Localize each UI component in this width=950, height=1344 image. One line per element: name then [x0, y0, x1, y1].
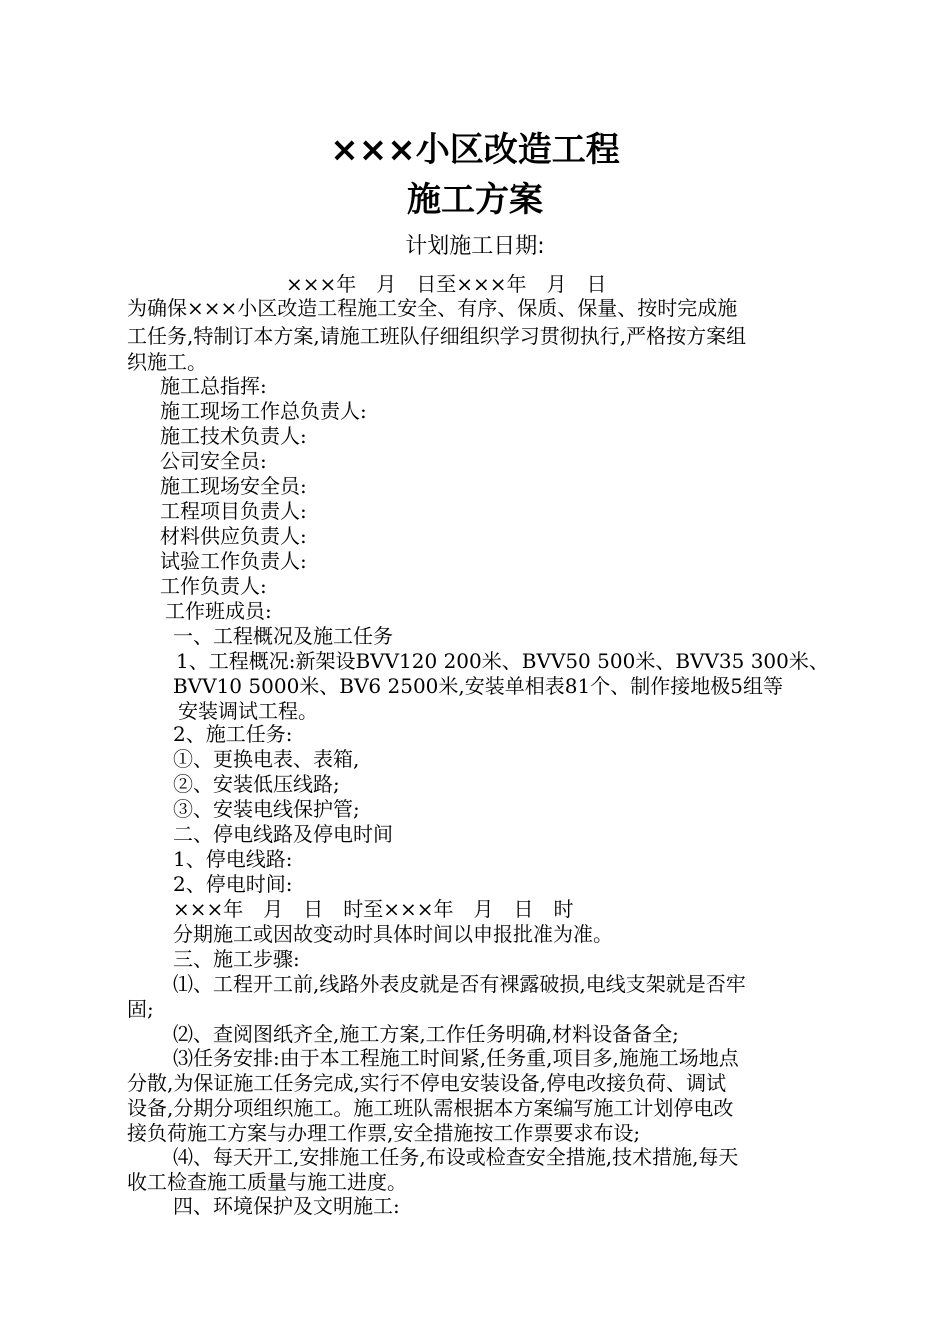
overview-line: 安装调试工程。 [178, 699, 318, 723]
step-line: ⑵、查阅图纸齐全,施工方案,工作任务明确,材料设备备全; [173, 1022, 679, 1046]
tasks-heading: 2、施工任务: [173, 722, 293, 746]
step-line: ⑷、每天开工,安排施工任务,布设或检查安全措施,技术措施,每天 [173, 1145, 739, 1169]
section-heading: 一、工程概况及施工任务 [173, 624, 393, 648]
intro-line: 织施工。 [127, 350, 207, 374]
task-item: ②、安装低压线路; [173, 772, 340, 796]
outage-line-label: 1、停电线路: [173, 847, 293, 871]
plan-date-label: 计划施工日期: [405, 234, 545, 259]
overview-line: 1、工程概况:新架设BVV120 200米、BVV50 500米、BVV35 300米、 [176, 649, 829, 673]
personnel-line: 施工现场安全员: [160, 474, 307, 498]
step-line: 设备,分期分项组织施工。施工班队需根据本方案编写施工计划停电改 [127, 1096, 734, 1120]
task-item: ③、安装电线保护管; [173, 797, 360, 821]
overview-line: BVV10 5000米、BV6 2500米,安装单相表81个、制作接地极5组等 [173, 674, 783, 698]
outage-time-range: ×××年 月 日 时至×××年 月 日 时 [173, 897, 574, 921]
section-heading: 三、施工步骤: [173, 947, 300, 971]
section-heading: 四、环境保护及文明施工: [173, 1194, 400, 1218]
step-line: 固; [127, 997, 154, 1021]
personnel-line: 材料供应负责人: [160, 524, 307, 548]
task-item: ①、更换电表、表箱, [173, 747, 360, 771]
outage-note: 分期施工或因故变动时具体时间以申报批准为准。 [173, 922, 613, 946]
section-heading: 二、停电线路及停电时间 [173, 822, 393, 846]
personnel-line: 公司安全员: [160, 449, 267, 473]
personnel-line: 工作班成员: [165, 599, 272, 623]
personnel-line: 试验工作负责人: [160, 549, 307, 573]
step-line: ⑴、工程开工前,线路外表皮就是否有裸露破损,电线支架就是否牢 [173, 972, 746, 996]
step-line: 分散,为保证施工任务完成,实行不停电安装设备,停电改接负荷、调试 [127, 1071, 727, 1095]
personnel-line: 工作负责人: [160, 574, 267, 598]
document-subtitle: 施工方案 [407, 180, 543, 220]
personnel-line: 工程项目负责人: [160, 499, 307, 523]
intro-line: 工任务,特制订本方案,请施工班队仔细组织学习贯彻执行,严格按方案组 [127, 324, 747, 348]
document-title: ×××小区改造工程 [330, 130, 620, 170]
step-line: ⑶任务安排:由于本工程施工时间紧,任务重,项目多,施施工场地点 [173, 1046, 739, 1070]
outage-time-label: 2、停电时间: [173, 872, 293, 896]
plan-date-range: ×××年 月 日至×××年 月 日 [286, 272, 607, 296]
personnel-line: 施工技术负责人: [160, 424, 307, 448]
personnel-line: 施工现场工作总负责人: [160, 399, 367, 423]
intro-line: 为确保×××小区改造工程施工安全、有序、保质、保量、按时完成施 [127, 296, 738, 320]
step-line: 收工检查施工质量与施工进度。 [127, 1170, 407, 1194]
step-line: 接负荷施工方案与办理工作票,安全措施按工作票要求布设; [127, 1121, 641, 1145]
personnel-line: 施工总指挥: [160, 374, 267, 398]
